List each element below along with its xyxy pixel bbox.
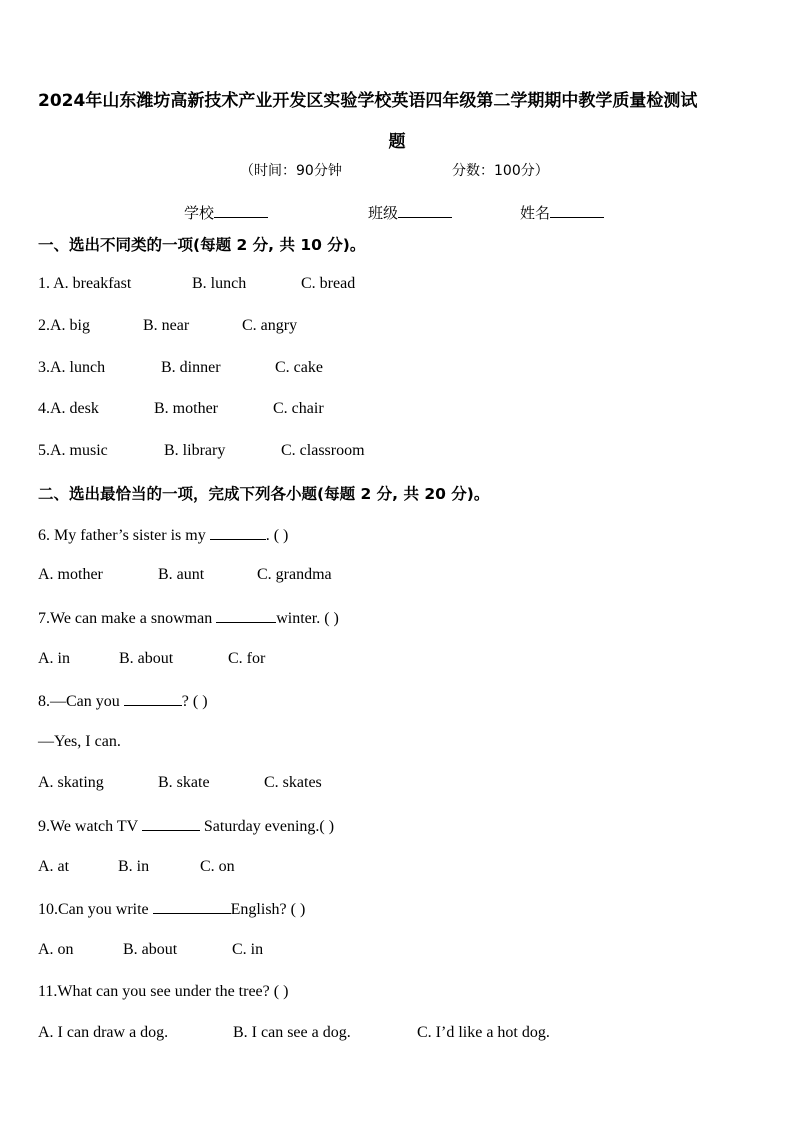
question-9-option-b: B. in [118,858,150,875]
class-blank [398,203,452,218]
option-a: A. music [50,442,108,459]
question-text: 10.Can you write [38,901,153,918]
question-9-option-c: C. on [200,858,235,875]
option-a: A. breakfast [53,275,132,292]
question-4-option-b: B. mother [154,400,218,417]
question-1-option-b: B. lunch [192,275,247,292]
question-text-end: winter. ( ) [276,610,339,627]
question-4 [38,400,99,418]
exam-time: （时间：90分钟 [240,163,342,179]
school-blank [214,203,268,218]
question-10 [38,899,305,919]
question-2 [38,317,90,335]
name-blank [550,203,604,218]
question-6-option-a: A. mother [38,566,103,583]
question-8 [38,691,208,711]
question-11-option-c: C. I’d like a hot dog. [417,1024,550,1041]
question-8-reply: —Yes, I can. [38,733,121,750]
name-field [520,202,604,223]
question-10-option-c: C. in [232,941,264,958]
question-3-option-c: C. cake [275,359,323,376]
question-text-end: English? ( ) [230,901,306,918]
question-6-option-b: B. aunt [158,566,205,583]
question-8-option-c: C. skates [264,774,322,791]
question-9-option-a: A. at [38,858,70,875]
question-3-option-b: B. dinner [161,359,221,376]
name-label: 姓名 [520,204,551,222]
question-5-option-c: C. classroom [281,442,365,459]
question-11-option-a: A. I can draw a dog. [38,1024,169,1041]
section-1-heading: 一、选出不同类的一项(每题 2 分, 共 10 分)。 [38,236,366,254]
section-2-heading: 二、选出最恰当的一项，完成下列各小题(每题 2 分, 共 20 分)。 [38,485,490,503]
question-8-option-a: A. skating [38,774,104,791]
answer-blank [210,525,266,540]
exam-title-line-1: 2024年山东潍坊高新技术产业开发区实验学校英语四年级第二学期期中教学质量检测试 [38,91,698,111]
question-4-option-c: C. chair [273,400,324,417]
question-number: 4. [38,400,50,417]
question-6 [38,525,288,545]
question-1-option-c: C. bread [301,275,356,292]
question-7-option-b: B. about [119,650,174,667]
question-9 [38,816,334,836]
answer-blank [153,899,231,914]
school-label: 学校 [184,204,215,222]
question-6-option-c: C. grandma [257,566,332,583]
question-number: 3. [38,359,50,376]
question-3 [38,359,105,377]
question-number: 1. [38,275,54,292]
question-text-end: Saturday evening.( ) [199,818,335,835]
question-text: 6. My father’s sister is my [38,527,210,544]
question-7-option-a: A. in [38,650,70,667]
question-2-option-b: B. near [143,317,190,334]
option-a: A. big [50,317,90,334]
answer-blank [216,608,276,623]
question-10-option-b: B. about [123,941,178,958]
answer-blank [124,691,182,706]
option-a: A. desk [50,400,99,417]
question-2-option-c: C. angry [242,317,298,334]
question-text: 7.We can make a snowman [38,610,217,627]
question-10-option-a: A. on [38,941,74,958]
option-a: A. lunch [50,359,106,376]
question-text-end: ? ( ) [181,693,208,710]
question-text: 8.—Can you [38,693,124,710]
question-1 [38,275,131,293]
question-text-end: . ( ) [265,527,289,544]
class-field [368,202,452,223]
question-7 [38,608,339,628]
question-text: 9.We watch TV [38,818,142,835]
question-5 [38,442,108,460]
question-number: 2. [38,317,50,334]
question-11: 11.What can you see under the tree? ( ) [38,983,289,1000]
question-8-option-b: B. skate [158,774,210,791]
class-label: 班级 [368,204,399,222]
question-number: 5. [38,442,50,459]
question-5-option-b: B. library [164,442,226,459]
question-7-option-c: C. for [228,650,266,667]
question-11-option-b: B. I can see a dog. [233,1024,351,1041]
exam-score: 分数：100分） [452,163,549,179]
answer-blank [142,816,200,831]
exam-title-line-2: 题 [388,132,406,152]
school-field [184,202,268,223]
